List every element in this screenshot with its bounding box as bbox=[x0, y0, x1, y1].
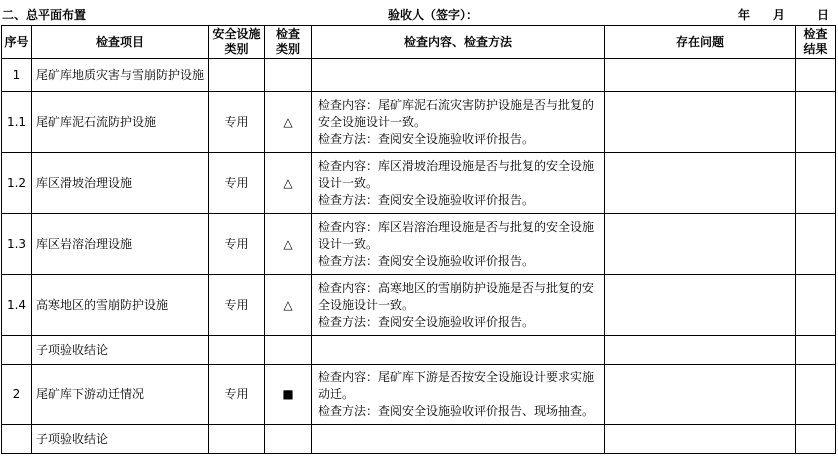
check-content-text: 检查内容：高寒地区的雪崩防护设施是否与批复的安全设施设计一致。 bbox=[318, 280, 595, 312]
row-content-method bbox=[312, 336, 605, 365]
header-row bbox=[2, 26, 836, 59]
col-header-no: 序号 bbox=[2, 26, 32, 59]
row-no: 1 bbox=[2, 59, 32, 92]
col-header-facility-type-line1: 安全设施 bbox=[212, 27, 261, 41]
col-header-problems: 存在问题 bbox=[605, 26, 796, 59]
row-result-cell[interactable] bbox=[796, 275, 836, 336]
row-problems-cell[interactable] bbox=[605, 425, 796, 454]
year-label: 年 bbox=[738, 8, 751, 22]
check-method-text: 检查方法：查阅安全设施验收评价报告。 bbox=[318, 253, 535, 268]
table-row bbox=[2, 59, 836, 92]
row-content-method bbox=[312, 365, 605, 425]
row-item: 库区岩溶治理设施 bbox=[32, 214, 209, 275]
col-header-check-category bbox=[265, 26, 312, 59]
row-result-cell[interactable] bbox=[796, 214, 836, 275]
row-problems-cell[interactable] bbox=[605, 275, 796, 336]
row-no: 1.1 bbox=[2, 92, 32, 153]
table-row bbox=[2, 153, 836, 214]
row-problems-cell[interactable] bbox=[605, 214, 796, 275]
row-no bbox=[2, 425, 32, 454]
check-method-text: 检查方法：查阅安全设施验收评价报告。 bbox=[318, 131, 535, 146]
row-no: 1.3 bbox=[2, 214, 32, 275]
row-facility-type: 专用 bbox=[209, 153, 265, 214]
row-item: 尾矿库下游动迁情况 bbox=[32, 365, 209, 425]
table-row bbox=[2, 214, 836, 275]
row-content-method bbox=[312, 275, 605, 336]
row-content-method bbox=[312, 92, 605, 153]
check-content-text: 检查内容：尾矿库泥石流灾害防护设施是否与批复的安全设施设计一致。 bbox=[318, 97, 595, 129]
row-facility-type: 专用 bbox=[209, 214, 265, 275]
check-method-text: 检查方法：查阅安全设施验收评价报告、现场抽查。 bbox=[318, 404, 595, 418]
row-problems-cell[interactable] bbox=[605, 153, 796, 214]
row-facility-type: 专用 bbox=[209, 275, 265, 336]
col-header-facility-type bbox=[209, 26, 265, 59]
row-item: 尾矿库地质灾害与雪崩防护设施 bbox=[32, 59, 209, 92]
check-method-text: 检查方法：查阅安全设施验收评价报告。 bbox=[318, 314, 535, 329]
row-result-cell[interactable] bbox=[796, 59, 836, 92]
col-header-check-category-line2: 类别 bbox=[275, 42, 300, 56]
row-facility-type: 专用 bbox=[209, 92, 265, 153]
section-title: 二、总平面布置 bbox=[2, 8, 87, 22]
check-content-text: 检查内容：尾矿库下游是否按安全设施设计要求实施动迁。 bbox=[318, 370, 595, 401]
row-content-method bbox=[312, 214, 605, 275]
row-no: 1.2 bbox=[2, 153, 32, 214]
row-check-category: ■ bbox=[265, 365, 312, 425]
row-item: 高寒地区的雪崩防护设施 bbox=[32, 275, 209, 336]
table-row bbox=[2, 275, 836, 336]
row-facility-type bbox=[209, 336, 265, 365]
check-method-text: 检查方法：查阅安全设施验收评价报告。 bbox=[318, 192, 535, 207]
row-facility-type: 专用 bbox=[209, 365, 265, 425]
row-check-category bbox=[265, 59, 312, 92]
col-header-facility-type-line2: 类别 bbox=[224, 42, 249, 56]
row-content-method bbox=[312, 153, 605, 214]
row-facility-type bbox=[209, 425, 265, 454]
row-problems-cell[interactable] bbox=[605, 365, 796, 425]
row-problems-cell[interactable] bbox=[605, 59, 796, 92]
row-check-category: △ bbox=[265, 214, 312, 275]
row-result-cell[interactable] bbox=[796, 92, 836, 153]
row-result-cell[interactable] bbox=[796, 153, 836, 214]
col-header-result-line1: 检查 bbox=[803, 27, 828, 41]
row-check-category bbox=[265, 336, 312, 365]
row-result-cell[interactable] bbox=[796, 336, 836, 365]
row-result-cell[interactable] bbox=[796, 425, 836, 454]
table-row bbox=[2, 92, 836, 153]
check-content-text: 检查内容：库区滑坡治理设施是否与批复的安全设施设计一致。 bbox=[318, 158, 595, 190]
row-no: 1.4 bbox=[2, 275, 32, 336]
row-no: 2 bbox=[2, 365, 32, 425]
row-item: 库区滑坡治理设施 bbox=[32, 153, 209, 214]
row-item: 尾矿库泥石流防护设施 bbox=[32, 92, 209, 153]
row-check-category bbox=[265, 425, 312, 454]
row-result-cell[interactable] bbox=[796, 365, 836, 425]
page-header bbox=[0, 0, 838, 26]
day-label: 日 bbox=[817, 8, 830, 22]
row-check-category: △ bbox=[265, 92, 312, 153]
row-problems-cell[interactable] bbox=[605, 336, 796, 365]
table-row bbox=[2, 425, 836, 454]
row-check-category: △ bbox=[265, 153, 312, 214]
inspection-table bbox=[1, 25, 836, 454]
row-facility-type bbox=[209, 59, 265, 92]
row-problems-cell[interactable] bbox=[605, 92, 796, 153]
table-row bbox=[2, 336, 836, 365]
col-header-result-line2: 结果 bbox=[803, 42, 828, 56]
row-check-category: △ bbox=[265, 275, 312, 336]
month-label: 月 bbox=[773, 8, 786, 22]
col-header-check-category-line1: 检查 bbox=[275, 27, 300, 41]
row-content-method bbox=[312, 425, 605, 454]
signer-label: 验收人（签字）： bbox=[388, 8, 479, 22]
check-content-text: 检查内容：库区岩溶治理设施是否与批复的安全设施设计一致。 bbox=[318, 219, 595, 251]
row-no bbox=[2, 336, 32, 365]
col-header-item: 检查项目 bbox=[32, 26, 209, 59]
row-content-method bbox=[312, 59, 605, 92]
col-header-result bbox=[796, 26, 836, 59]
col-header-content-method: 检查内容、检查方法 bbox=[312, 26, 605, 59]
subitem-conclusion-label: 子项验收结论 bbox=[32, 425, 209, 454]
table-row bbox=[2, 365, 836, 425]
subitem-conclusion-label: 子项验收结论 bbox=[32, 336, 209, 365]
